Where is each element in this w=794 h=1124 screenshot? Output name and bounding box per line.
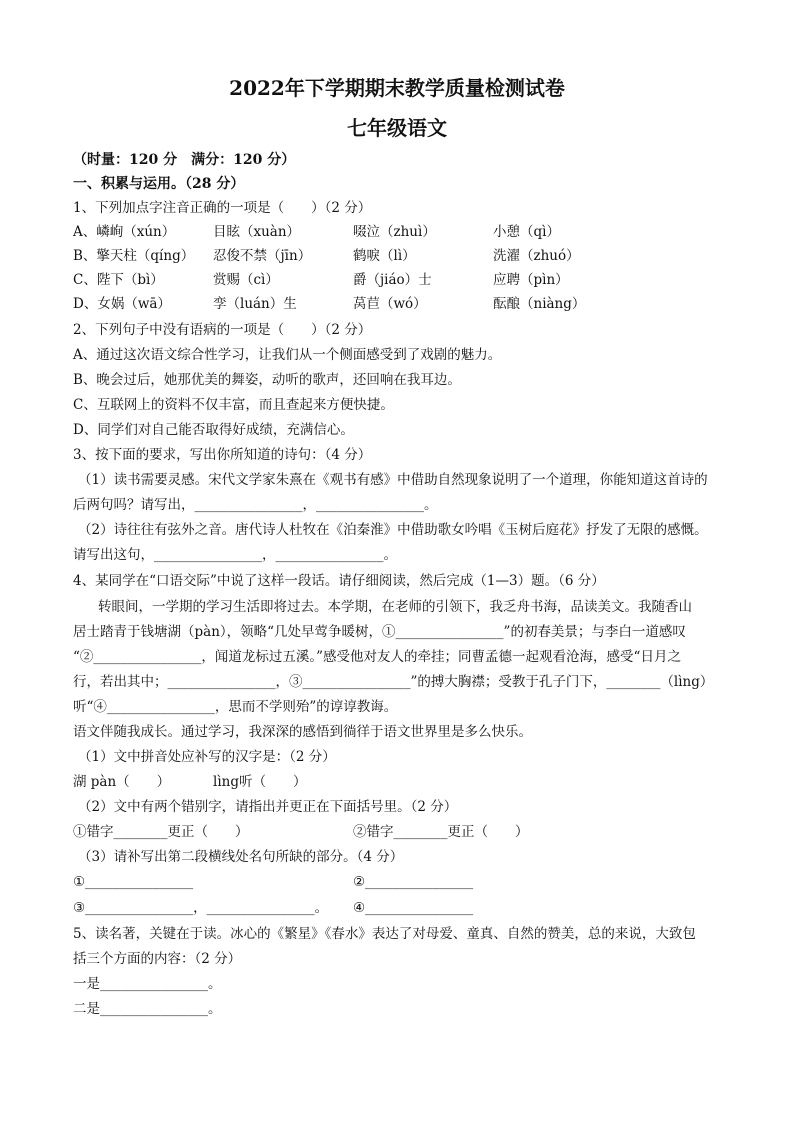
q2-option: C、互联网上的资料不仅丰富，而且查起来方便快捷。 (73, 397, 394, 413)
q4-sub3-stem: （3）请补写出第二段横线处名句所缺的部分。（4 分） (78, 849, 404, 865)
q4-paragraph-line: “②________________，闻道龙标过五溪。”感受他对友人的牵挂；同曹孟德一起观看沧海，感受“日月之 (73, 649, 681, 665)
q3-part2-blank-line: 请写出这句，________________，________________。 (73, 547, 397, 563)
q5-answer-line: 二是________________。 (73, 1001, 222, 1017)
q1-option-cell: 赏赐（cì） (213, 272, 279, 288)
q1-option-cell: D、女娲（wā） (73, 296, 171, 312)
q4-paragraph-line: 行，若出其中；________________，③________________”的搏大胸襟；受教于孔子门下，________（lìng） (73, 674, 714, 690)
q1-option-cell: 应聘（pìn） (493, 272, 569, 288)
q1-option-row (73, 270, 753, 290)
q2-option: A、通过这次语文综合性学习，让我们从一个侧面感受到了戏剧的魅力。 (73, 347, 502, 363)
q4-paragraph-line: 语文伴随我成长。通过学习，我深深的感悟到徜徉于语文世界里是多么快乐。 (73, 724, 532, 740)
question-5-stem: 5、读名著，关键在于读。冰心的《繁星》《春水》表达了对母爱、童真、自然的赞美，总的来说，大致包 (73, 926, 696, 942)
q4-sub1-answer-a: 湖 pàn（ ） (73, 774, 171, 790)
question-3-stem: 3、按下面的要求，写出你所知道的诗句：（4 分） (73, 447, 372, 463)
q2-option: B、晚会过后，她那优美的舞姿，动听的歌声，还回响在我耳边。 (73, 372, 461, 388)
q1-option-cell: 小憩（qì） (493, 224, 560, 240)
q1-option-cell: C、陛下（bì） (73, 272, 164, 288)
exam-title: 2022年下学期期末教学质量检测试卷 (229, 76, 565, 100)
q1-option-row (73, 246, 753, 266)
q1-option-cell: B、擎天柱（qíng） (73, 248, 195, 264)
q3-part2-text: （2）诗往往有弦外之音。唐代诗人杜牧在《泊秦淮》中借助歌女吟唱《玉树后庭花》抒发了无限的感慨。 (78, 522, 708, 538)
q4-paragraph-line: 居士踏青于钱塘湖（pàn），领略“几处早莺争暖树，①________________”的初春美景；与李白一道感叹 (73, 624, 686, 640)
q1-option-cell: 目眩（xuàn） (213, 224, 301, 240)
question-1-stem: 1、下列加点字注音正确的一项是（ ）（2 分） (73, 200, 372, 216)
q4-sub1-answer-b: lìng听（ ） (213, 774, 307, 790)
q4-sub2-stem: （2）文中有两个错别字，请指出并更正在下面括号里。（2 分） (78, 799, 458, 815)
q4-sub1-answers (73, 772, 753, 792)
q4-sub2-answer-a: ①错字________更正（ ） (73, 824, 249, 840)
q1-option-row (73, 222, 753, 242)
q4-sub2-answers (73, 822, 753, 842)
q1-option-cell: A、嶙峋（xún） (73, 224, 176, 240)
q1-option-cell: 爵（jiáo）士 (353, 272, 432, 288)
q4-sub3-answer-3: ③________________，________________。 (73, 900, 329, 916)
q5-answer-line: 一是________________。 (73, 976, 222, 992)
q4-paragraph-line: 听“④________________，思而不学则殆”的谆谆教诲。 (73, 699, 398, 715)
q4-sub2-answer-b: ②错字________更正（ ） (353, 824, 529, 840)
q1-option-cell: 洗濯（zhuó） (493, 248, 580, 264)
q4-paragraph-line: 转眼间，一学期的学习生活即将过去。本学期，在老师的引领下，我乏舟书海，品读美文。我随香山 (98, 599, 692, 615)
q4-sub3-answers-row1 (73, 872, 753, 892)
section-heading: 一、积累与运用。（28 分） (73, 176, 245, 192)
question-5-stem-cont: 括三个方面的内容：（2 分） (73, 951, 242, 967)
q1-option-cell: 酝酿（niàng） (493, 296, 586, 312)
q3-part1-text: （1）读书需要灵感。宋代文学家朱熹在《观书有感》中借助自然现象说明了一个道理，你能知道这首诗的 (78, 472, 708, 488)
q1-option-cell: 孪（luán）生 (213, 296, 297, 312)
q1-option-cell: 啜泣（zhuì） (353, 224, 436, 240)
question-2-stem: 2、下列句子中没有语病的一项是（ ）（2 分） (73, 322, 372, 338)
q1-option-cell: 莴苣（wó） (353, 296, 427, 312)
q1-option-cell: 忍俊不禁（jīn） (213, 248, 312, 264)
q3-part1-blank-line: 后两句吗？请写出，________________，________________。 (73, 497, 438, 513)
q1-option-row (73, 294, 753, 314)
q4-sub3-answer-2: ②________________ (353, 874, 474, 890)
exam-meta: （时量：120 分 满分：120 分） (73, 152, 296, 168)
q4-sub3-answers-row2 (73, 898, 753, 918)
q1-option-cell: 鹤唳（lì） (353, 248, 416, 264)
exam-subtitle: 七年级语文 (347, 116, 447, 140)
question-4-stem: 4、某同学在“口语交际”中说了这样一段话。请仔细阅读，然后完成（1—3）题。（6 分） (73, 573, 605, 589)
q4-sub1-stem: （1）文中拼音处应补写的汉字是：（2 分） (78, 749, 336, 765)
q4-sub3-answer-4: ④________________ (353, 900, 474, 916)
q4-sub3-answer-1: ①________________ (73, 874, 194, 890)
q2-option: D、同学们对自己能否取得好成绩，充满信心。 (73, 422, 354, 438)
